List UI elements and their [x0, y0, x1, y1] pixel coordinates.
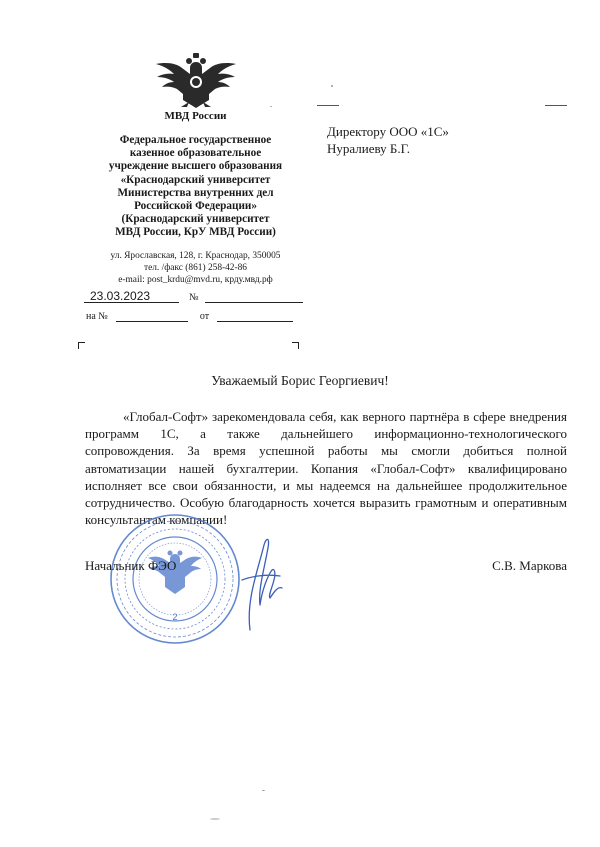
org-line: Министерства внутренних дел [117, 186, 274, 199]
signatory-name: С.В. Маркова [492, 558, 567, 573]
addressee [327, 123, 449, 157]
org-line: учреждение высшего образования [108, 160, 283, 173]
corner-mark [78, 342, 85, 349]
handwritten-signature [228, 530, 288, 640]
addressee-name: Нуралиеву Б.Г. [327, 141, 410, 156]
letter-date: 23.03.2023 [90, 289, 151, 303]
org-line: Федеральное государственное [119, 134, 272, 146]
corner-mark [292, 342, 299, 349]
email-line: e-mail: post_krdu@mvd.ru, крду.мвд.рф [118, 274, 273, 285]
official-stamp [108, 512, 243, 647]
from-label: от [199, 311, 210, 322]
org-line: казенное образовательное [129, 147, 262, 160]
phone-line: тел. /факс (861) 258-42-86 [144, 262, 247, 273]
addressee-corner-marks [317, 100, 567, 110]
double-headed-eagle-icon [153, 52, 239, 108]
org-line: «Краснодарский университет [120, 173, 271, 186]
organization-name [88, 134, 303, 240]
contact-info [88, 250, 303, 286]
scan-speck [331, 85, 333, 87]
addressee-title: Директору ООО «1С» [327, 124, 449, 139]
letter-body: «Глобал-Софт» зарекомендовала себя, как верного партнёра в сфере внедрения программ 1С, а также дальнейшего информационно-технологического сопровождения. За время успешной работы мы смогли добиться полной автоматизации нашей бухгалтерии. Копания «Глобал-Софт» квалифицировано исполняет все свои обязанности, и мы надеемся на дальнейшее продолжительное сотрудничество. Особую благодарность хочется выразить грамотным и оперативным консультантам компании! [85, 409, 567, 528]
scan-speck [262, 790, 265, 791]
scan-speck [270, 106, 272, 107]
date-field [84, 289, 179, 303]
scan-speck [210, 818, 220, 820]
org-line: МВД России, КрУ МВД России) [115, 226, 276, 239]
reference-line [86, 308, 293, 322]
number-label: № [189, 292, 199, 303]
address-line: ул. Ярославская, 128, г. Краснодар, 350005 [110, 250, 281, 261]
org-line: (Краснодарский университет [121, 213, 270, 226]
org-line: Российской Федерации» [134, 200, 257, 213]
ministry-name: МВД России [164, 110, 227, 122]
salutation: Уважаемый Борис Георгиевич! [211, 373, 389, 388]
from-field [217, 308, 293, 322]
reference-label: на № [86, 311, 108, 322]
number-field [205, 289, 303, 303]
letterhead [88, 52, 303, 286]
registration-date-line [84, 289, 303, 303]
reference-field [116, 308, 188, 322]
stamp-number: 2 [172, 612, 178, 622]
signatory-position: Начальник ФЭО [85, 558, 177, 573]
